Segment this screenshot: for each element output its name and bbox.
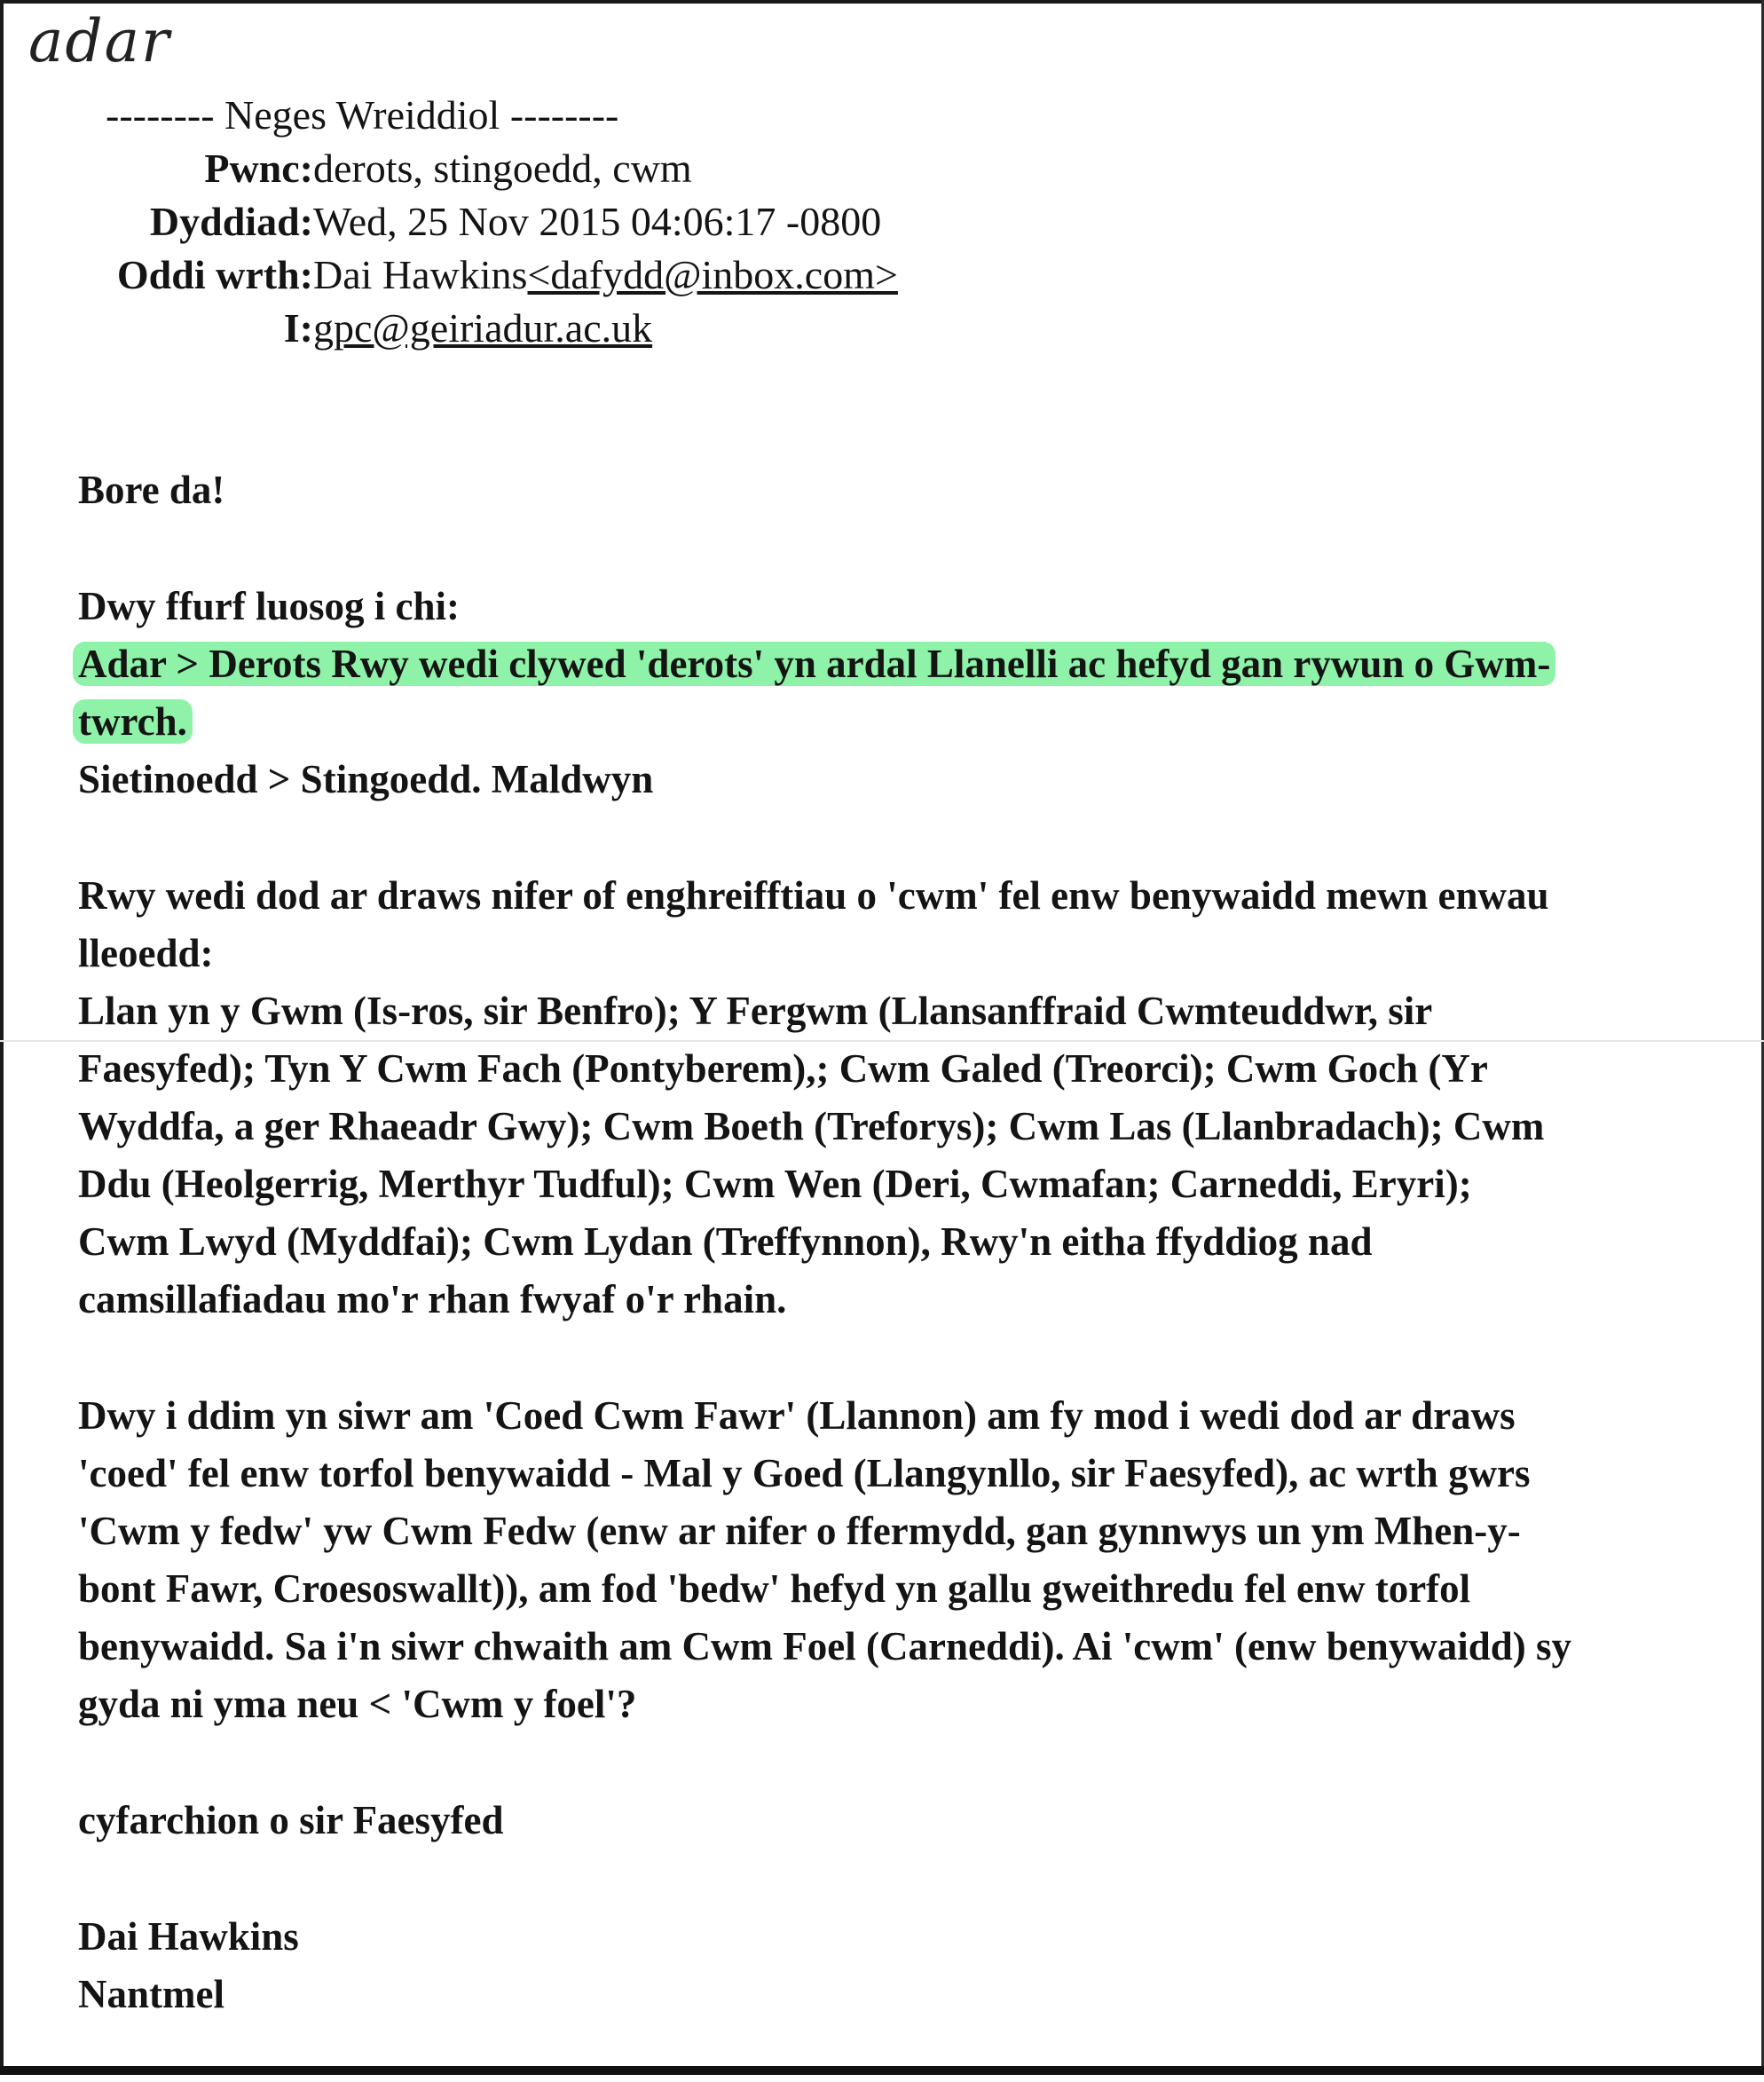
paragraph-line: camsillafiadau mo'r rhan fwyaf o'r rhain. xyxy=(78,1277,787,1321)
from-email-link[interactable]: <dafydd@inbox.com> xyxy=(527,252,898,297)
paragraph-line: Dwy i ddim yn siwr am 'Coed Cwm Fawr' (Llannon) am fy mod i wedi dod ar draws xyxy=(78,1393,1516,1438)
handwritten-note: adar xyxy=(28,7,171,75)
paragraph-line: Rwy wedi dod ar draws nifer of enghreifftiau o 'cwm' fel enw benywaidd mewn enwau xyxy=(78,873,1549,918)
paragraph-line: 'coed' fel enw torfol benywaidd - Mal y Goed (Llangynllo, sir Faesyfed), ac wrth gwrs xyxy=(78,1451,1531,1495)
greeting: Bore da! xyxy=(78,468,225,512)
email-header xyxy=(102,89,898,355)
highlighted-line-2: twrch. xyxy=(73,699,193,744)
highlighted-line-1: Adar > Derots Rwy wedi clywed 'derots' yn ardal Llanelli ac hefyd gan rywun o Gwm- xyxy=(73,642,1555,686)
plurals-paragraph xyxy=(78,578,1737,808)
paragraph-line: 'Cwm y fedw' yw Cwm Fedw (enw ar nifer o ffermydd, gan gynnwys un ym Mhen-y- xyxy=(78,1509,1521,1553)
date-value: Wed, 25 Nov 2015 04:06:17 -0800 xyxy=(313,199,882,244)
email-body xyxy=(78,461,1737,2082)
date-label: Dyddiad: xyxy=(149,199,313,244)
scan-edge-left xyxy=(0,0,4,2075)
signature-name: Dai Hawkins xyxy=(78,1914,299,1959)
paragraph-line: gyda ni yma neu < 'Cwm y foel'? xyxy=(78,1682,637,1726)
paragraph-line: lleoedd: xyxy=(78,931,214,975)
to-label: I: xyxy=(283,305,313,351)
closing: cyfarchion o sir Faesyfed xyxy=(78,1798,504,1842)
to-row xyxy=(102,302,898,355)
paragraph-line: Ddu (Heolgerrig, Merthyr Tudful); Cwm Wen (Deri, Cwmafan; Carneddi, Eryri); xyxy=(78,1162,1472,1206)
paragraph-line: Llan yn y Gwm (Is-ros, sir Benfro); Y Fergwm (Llansanffraid Cwmteuddwr, sir xyxy=(78,989,1433,1033)
from-name: Dai Hawkins xyxy=(313,252,528,297)
from-label: Oddi wrth: xyxy=(116,252,313,297)
coed-paragraph xyxy=(78,1387,1737,1733)
subject-value: derots, stingoedd, cwm xyxy=(313,146,692,191)
paragraph-line: Cwm Lwyd (Myddfai); Cwm Lydan (Treffynnon), Rwy'n eitha ffyddiog nad xyxy=(78,1219,1373,1264)
subject-label: Pwnc: xyxy=(204,146,313,191)
signature-place: Nantmel xyxy=(78,1972,224,2016)
plurals-line-3: Sietinoedd > Stingoedd. Maldwyn xyxy=(78,757,654,801)
date-row xyxy=(102,195,898,248)
from-row xyxy=(102,248,898,302)
signature xyxy=(78,1908,1737,2023)
paragraph-line: Faesyfed); Tyn Y Cwm Fach (Pontyberem),; Cwm Galed (Treorci); Cwm Goch (Yr xyxy=(78,1046,1488,1091)
paragraph-line: bont Fawr, Croesoswallt)), am fod 'bedw' hefyd yn gallu gweithredu fel enw torfol xyxy=(78,1566,1471,1611)
original-message-line: -------- Neges Wreiddiol -------- xyxy=(106,92,619,138)
paragraph-line: Wyddfa, a ger Rhaeadr Gwy); Cwm Boeth (Treforys); Cwm Las (Llanbradach); Cwm xyxy=(78,1104,1545,1148)
plurals-intro: Dwy ffurf luosog i chi: xyxy=(78,584,460,628)
to-email-link[interactable]: gpc@geiriadur.ac.uk xyxy=(313,305,653,351)
cwm-paragraph xyxy=(78,867,1737,1329)
subject-row xyxy=(102,142,898,195)
scan-edge-top xyxy=(0,0,1764,4)
paragraph-line: benywaidd. Sa i'n siwr chwaith am Cwm Foel (Carneddi). Ai 'cwm' (enw benywaidd) sy xyxy=(78,1624,1572,1668)
